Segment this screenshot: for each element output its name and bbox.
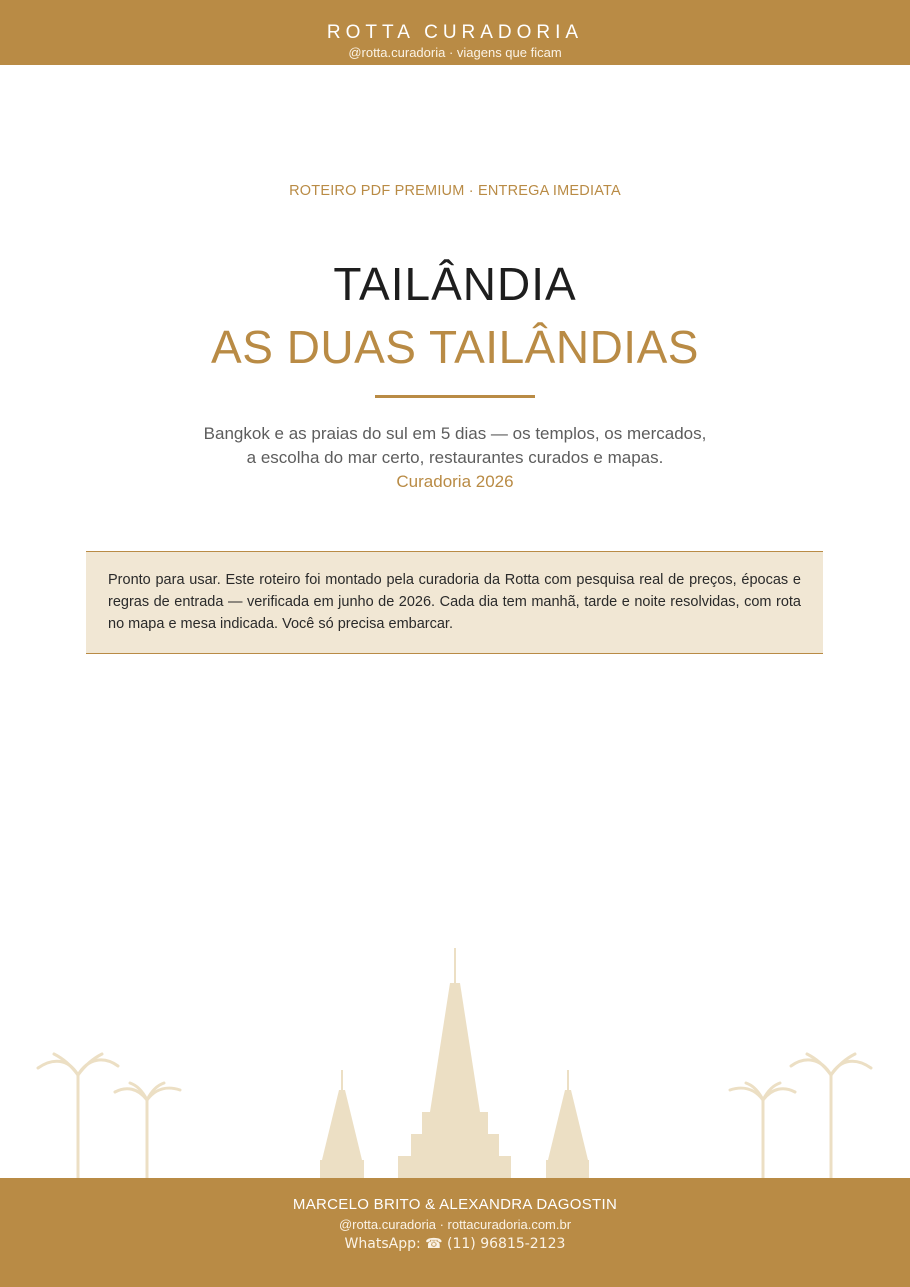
- footer-bar: [0, 1178, 910, 1287]
- cover-title: TAILÂNDIA: [333, 258, 577, 310]
- central-tier-1: [422, 1112, 488, 1134]
- right-spire: [567, 1070, 569, 1090]
- notice-text: Pronto para usar. Este roteiro foi montado pela curadoria da Rotta com pesquisa real de preços, épocas e regras de entrada — verificada em junho de 2026. Cada dia tem manhã, tarde e noite resolvidas, com rota no mapa e mesa indicada. Você só precisa embarcar.: [108, 572, 801, 632]
- left-spire: [341, 1070, 343, 1090]
- cover-eyebrow: ROTEIRO PDF PREMIUM · ENTREGA IMEDIATA: [289, 183, 621, 199]
- left-stupa: [322, 1090, 362, 1160]
- central-tier-2: [411, 1134, 499, 1156]
- central-tier-3: [398, 1156, 511, 1180]
- curation-year: Curadoria 2026: [396, 472, 514, 491]
- temple-skyline-illustration: [0, 940, 910, 1180]
- title-divider: [375, 395, 535, 398]
- cover-subtitle-title: AS DUAS TAILÂNDIAS: [211, 321, 699, 373]
- left-base: [320, 1160, 364, 1180]
- brand-tagline: @rotta.curadoria · viagens que ficam: [348, 45, 562, 60]
- central-spire: [454, 948, 456, 983]
- description-line-1: Bangkok e as praias do sul em 5 dias — os templos, os mercados,: [203, 424, 707, 443]
- authors: MARCELO BRITO & ALEXANDRA DAGOSTIN: [292, 1196, 618, 1213]
- central-stupa: [430, 983, 480, 1112]
- description-line-2: a escolha do mar certo, restaurantes curados e mapas.: [246, 448, 664, 467]
- cover-description: [0, 422, 910, 494]
- temples: [320, 948, 589, 1180]
- header-bar: [0, 0, 910, 65]
- right-base: [546, 1160, 589, 1180]
- whatsapp-contact: WhatsApp: ☎ (11) 96815-2123: [344, 1236, 566, 1252]
- contact-links: @rotta.curadoria · rottacuradoria.com.br: [338, 1217, 572, 1232]
- ready-notice-box: [86, 551, 823, 654]
- right-stupa: [548, 1090, 588, 1160]
- brand-name: ROTTA CURADORIA: [326, 22, 584, 43]
